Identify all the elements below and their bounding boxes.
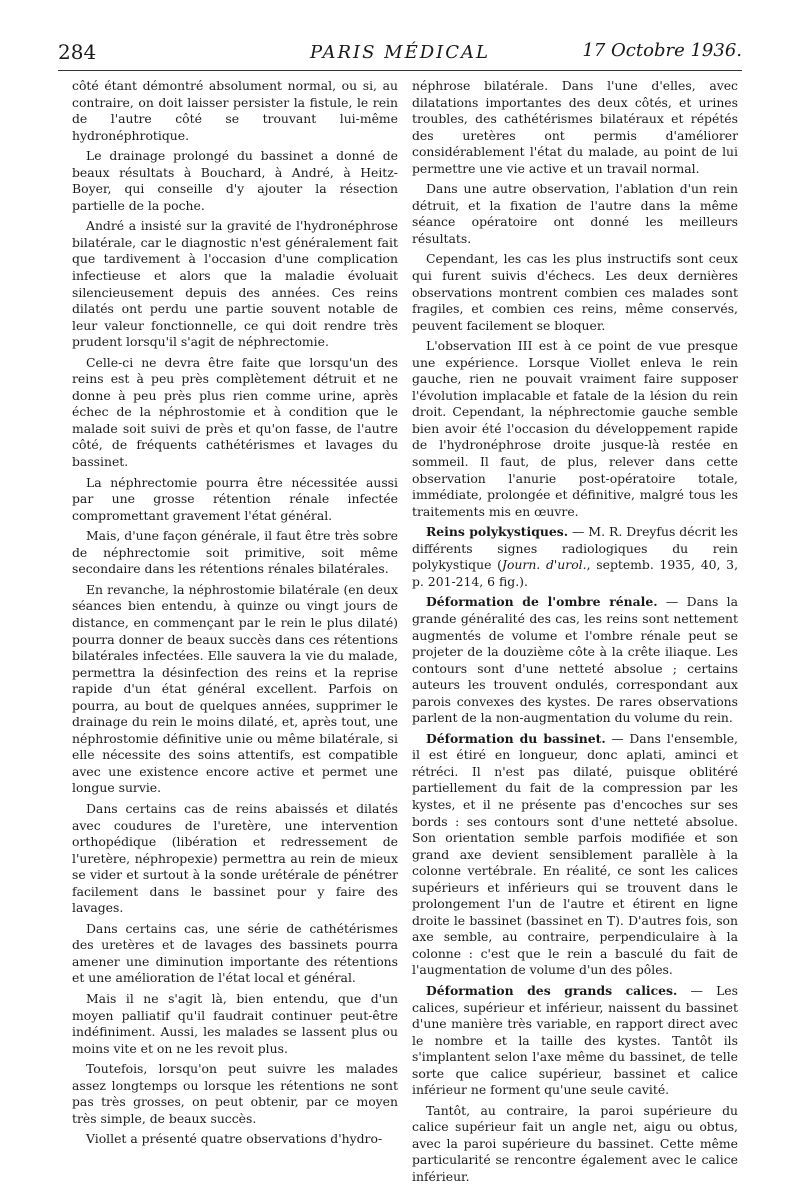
paragraph: En revanche, la néphrostomie bilatérale (en deux séances bien entendu, à quinze ou vingt jours de distance, en commençant par le rein le plus dilaté) pourra donner de beaux succès dans ces rétentions bilatérales infectées. Elle sauvera la vie du malade, permettra la désinfection des reins et la reprise rapide d'un état général excellent. Parfois on pourra, au bout de quelques années, supprimer le drainage du rein le moins dilaté, et, après tout, une néphrostomie définitive unie ou même bilatérale, si elle nécessite des soins attentifs, est compatible avec une existence encore active et permet une longue survie. bbox=[72, 581, 398, 796]
section-paragraph bbox=[412, 731, 738, 979]
section-heading: Déformation du bassinet. bbox=[426, 730, 606, 746]
paragraph-text: , septemb. 1935, 40, 3, p. 201-214, 6 fig.). bbox=[412, 557, 739, 589]
journal-reference: Journ. d'urol. bbox=[501, 557, 587, 573]
section-heading: Reins polykystiques. bbox=[426, 524, 569, 540]
paragraph: Mais, d'une façon générale, il faut être très sobre de néphrectomie soit primitive, soit même secondaire dans les rétentions rénales bilatérales. bbox=[72, 528, 398, 577]
paragraph: L'observation III est à ce point de vue presque une expérience. Lorsque Viollet enleva le rein gauche, rien ne pouvait vraiment faire supposer l'évolution implacable et fatale de la lésion du rein droit. Cependant, la néphrectomie gauche semble bien avoir été l'occasion du développement rapide de l'hydronéphrose droite jusque-là restée en sommeil. Il faut, de plus, relever dans cette observation l'anurie post-opératoire totale, immédiate, prolongée et définitive, malgré tous les traitements mis en œuvre. bbox=[412, 338, 738, 519]
paragraph: Mais il ne s'agit là, bien entendu, que d'un moyen palliatif qu'il faudrait continuer peut-être indéfiniment. Aussi, les malades se lassent plus ou moins vite et on ne les revoit plus. bbox=[72, 990, 398, 1056]
paragraph-text: — Dans la grande généralité des cas, les reins sont nettement augmentés de volume et l'ombre rénale peut se projeter de la douzième côte à la crête iliaque. Les contours sont d'une netteté absolue ; certains auteurs les trouvent ondulés, correspondant aux parois convexes des kystes. De rares observations parlent de la non-augmentation du volume du rein. bbox=[412, 594, 739, 726]
left-column bbox=[72, 78, 398, 1148]
issue-date: 17 Octobre 1936. bbox=[582, 40, 742, 61]
paragraph: Le drainage prolongé du bassinet a donné de beaux résultats à Bouchard, à André, à Heitz-Boyer, qui conseille d'y ajouter la résection partielle de la poche. bbox=[72, 148, 398, 213]
page-number: 284 bbox=[58, 40, 97, 64]
section-paragraph bbox=[412, 983, 738, 1099]
paragraph-text: — M. R. Dreyfus décrit les différents signes radiologiques du rein polykystique ( bbox=[412, 524, 738, 573]
section-heading: Déformation des grands calices. bbox=[426, 982, 678, 998]
paragraph-text: — Dans l'ensemble, il est étiré en longueur, donc aplati, aminci et rétréci. Il n'est pas dilaté, puisque oblitéré partiellement du fait de la compression par les kystes, et il ne présente pas d'encoches sur ses bords : ses contours sont d'une netteté absolue. Son orientation semble parfois modifiée et son grand axe devient sensiblement parallèle à la colonne vertébrale. En réalité, ce sont les calices supérieurs et inférieurs qui se trouvent dans le prolongement l'un de l'autre et étirent en ligne droite le bassinet (bassinet en T). D'autres fois, son axe semble, au contraire, perpendiculaire à la colonne : c'est que le rein a basculé du fait de l'augmentation de volume d'un des pôles. bbox=[412, 730, 738, 978]
paragraph: côté étant démontré absolument normal, ou si, au contraire, on doit laisser persister la fistule, le rein de l'autre côté se trouvant lui-même hydronéphrotique. bbox=[72, 78, 398, 143]
section-heading: Déformation de l'ombre rénale. bbox=[426, 594, 658, 610]
paragraph-text: — Les calices, supérieur et inférieur, naissent du bassinet d'une manière très variable, en rapport direct avec le nombre et la taille des kystes. Tantôt ils s'implantent selon l'axe même du bassinet, de telle sorte que calice supérieur, bassinet et calice inférieur ne forment qu'une seule cavité. bbox=[412, 982, 738, 1098]
paragraph: Dans une autre observation, l'ablation d'un rein détruit, et la fixation de l'autre dans la même séance opératoire ont donné les meilleurs résultats. bbox=[412, 181, 738, 246]
paragraph: André a insisté sur la gravité de l'hydronéphrose bilatérale, car le diagnostic n'est généralement fait que tardivement à l'occasion d'une complication infectieuse et alors que la maladie évoluait silencieusement depuis des années. Ces reins dilatés ont perdu une partie souvent notable de leur valeur fonctionnelle, ce qui doit rendre très prudent lorsqu'il s'agit de néphrectomie. bbox=[72, 218, 398, 350]
running-header bbox=[58, 40, 742, 71]
right-column bbox=[412, 78, 738, 1186]
section-paragraph bbox=[412, 524, 738, 590]
paragraph: Toutefois, lorsqu'on peut suivre les malades assez longtemps ou lorsque les rétentions ne sont pas très grosses, on peut obtenir, par ce moyen très simple, de beaux succès. bbox=[72, 1061, 398, 1126]
paragraph: Celle-ci ne devra être faite que lorsqu'un des reins est à peu près complètement détruit et ne donne à peu près plus rien comme urine, après échec de la néphrostomie et à condition que le malade soit suivi de près et qu'on fasse, de l'autre côté, de fréquents cathétérismes et lavages du bassinet. bbox=[72, 354, 398, 470]
paragraph: néphrose bilatérale. Dans l'une d'elles, avec dilatations importantes des deux côtés, et urines troubles, des cathétérismes bilatéraux et répétés des uretères ont permis d'améliorer considérablement l'état du malade, au point de lui permettre une vie active et un travail normal. bbox=[412, 78, 738, 176]
journal-title: PARIS MÉDICAL bbox=[309, 42, 490, 63]
section-paragraph bbox=[412, 594, 738, 726]
paragraph: La néphrectomie pourra être nécessitée aussi par une grosse rétention rénale infectée compromettant gravement l'état général. bbox=[72, 474, 398, 523]
paragraph: Cependant, les cas les plus instructifs sont ceux qui furent suivis d'échecs. Les deux dernières observations montrent combien ces malades sont fragiles, et combien ces reins, même conservés, peuvent facilement se bloquer. bbox=[412, 251, 738, 333]
paragraph: Tantôt, au contraire, la paroi supérieure du calice supérieur fait un angle net, aigu ou obtus, avec la paroi supérieure du bassinet. Cette même particularité se rencontre également avec le calice inférieur. bbox=[412, 1102, 738, 1184]
paragraph: Dans certains cas, une série de cathétérismes des uretères et de lavages des bassinets pourra amener une diminution importante des rétentions et une amélioration de l'état local et général. bbox=[72, 920, 398, 986]
paragraph: Dans certains cas de reins abaissés et dilatés avec coudures de l'uretère, une intervention orthopédique (libération et redressement de l'uretère, néphropexie) permettra au rein de mieux se vider et surtout à la sonde urétérale de pénétrer facilement dans le bassinet pour y faire des lavages. bbox=[72, 800, 398, 916]
paragraph: Viollet a présenté quatre observations d'hydro- bbox=[86, 1131, 383, 1147]
